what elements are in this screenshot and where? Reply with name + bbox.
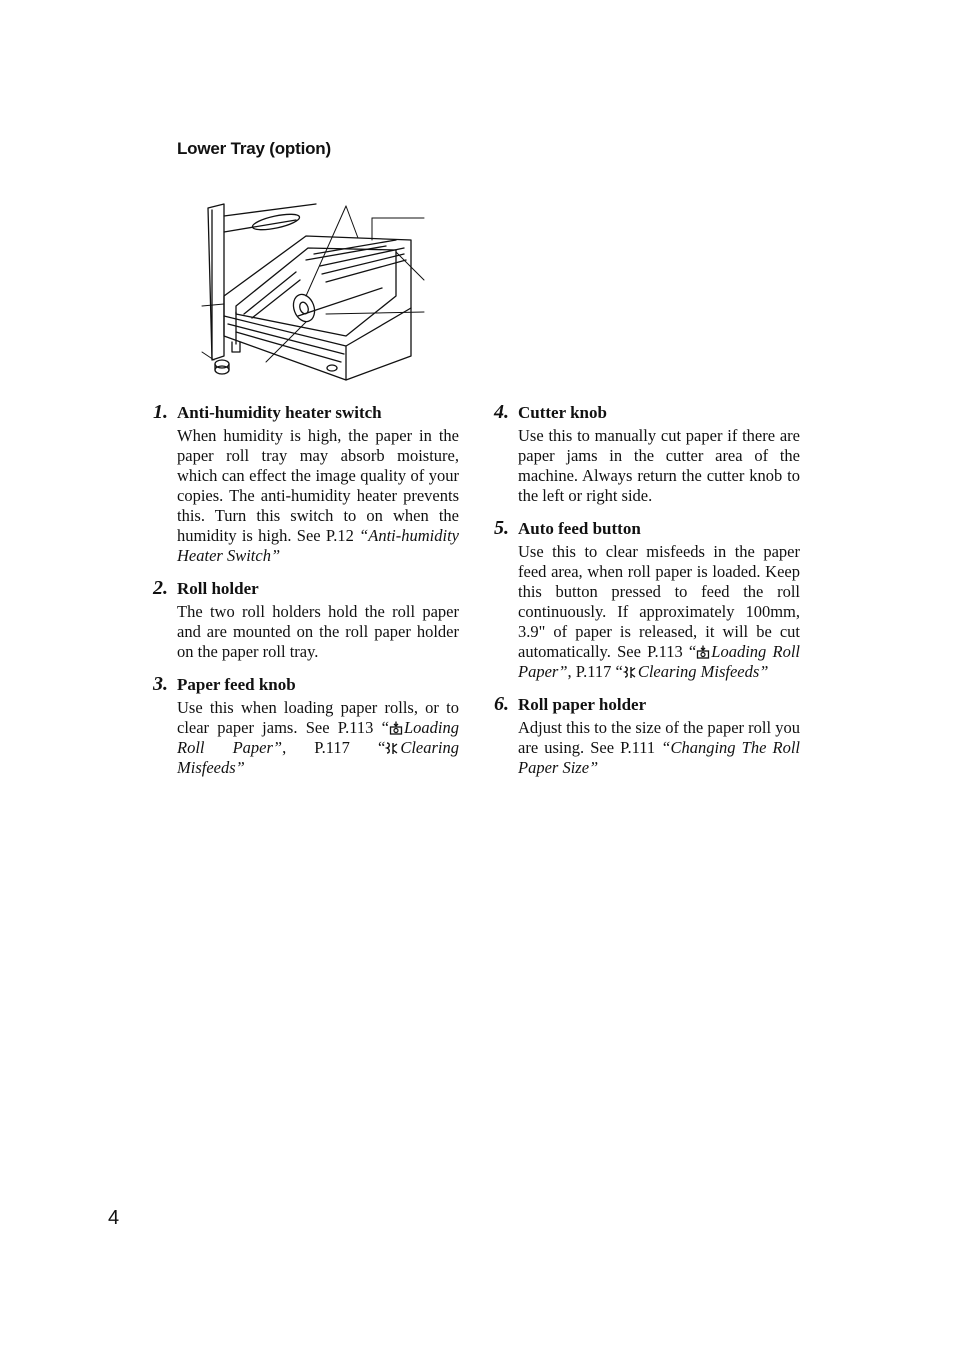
item-title: Roll holder (177, 579, 259, 598)
cross-reference-link[interactable]: Loading Roll Paper” (518, 642, 800, 681)
item-number: 4. (494, 401, 509, 423)
item-description: Use this to clear misfeeds in the paper feed area, when roll paper is loaded. Keep this button pressed to feed the roll continuously. If approximately 100mm, 3.9" of paper is released, it will be cut automatically. See P.113 “ Loading Roll Paper”, P.117 “ Clearing Misfeeds” (518, 542, 800, 681)
item-paper-feed-knob (150, 672, 459, 778)
cross-reference-link[interactable]: “Anti-humidity Heater Switch” (177, 526, 459, 565)
paper-loading-icon (389, 721, 403, 735)
cross-reference-link[interactable]: Loading Roll Paper” (177, 718, 459, 757)
item-number: 2. (153, 577, 168, 599)
paper-loading-icon (696, 645, 710, 659)
item-number: 6. (494, 693, 509, 715)
page-number: 4 (108, 1207, 120, 1229)
item-title: Auto feed button (518, 519, 641, 538)
item-number: 5. (494, 517, 509, 539)
item-title: Cutter knob (518, 403, 607, 422)
misfeed-icon (385, 741, 399, 755)
misfeed-icon (623, 665, 637, 679)
cross-reference-link[interactable]: Clearing Misfeeds” (637, 662, 769, 681)
section-heading: Lower Tray (option) (177, 139, 331, 158)
item-anti-humidity-switch (150, 400, 459, 566)
lower-tray-illustration (196, 196, 430, 384)
item-title: Anti-humidity heater switch (177, 403, 382, 422)
cross-reference-link[interactable]: Clearing Misfeeds” (177, 738, 460, 777)
item-title: Paper feed knob (177, 675, 296, 694)
item-description: Use this when loading paper rolls, or to clear paper jams. See P.113 “ Loading Roll Paper”, P.117 “ Clearing Misfeeds” (177, 698, 460, 777)
item-auto-feed-button (491, 516, 800, 682)
item-description: The two roll holders hold the roll paper and are mounted on the roll paper holder on the paper roll tray. (177, 602, 459, 661)
item-number: 3. (153, 673, 168, 695)
right-column (491, 400, 800, 788)
item-description: Use this to manually cut paper if there are paper jams in the cutter area of the machine. Always return the cutter knob to the left or right side. (518, 426, 800, 505)
item-description: When humidity is high, the paper in the paper roll tray may absorb moisture, which can effect the image quality of your copies. The anti-humidity heater prevents this. Turn this switch to on when the humidity is high. See P.12 “Anti-humidity Heater Switch” (177, 426, 459, 565)
item-roll-holder (150, 576, 459, 662)
item-title: Roll paper holder (518, 695, 647, 714)
item-description: Adjust this to the size of the paper roll you are using. See P.111 “Changing The Roll Paper Size” (518, 718, 801, 777)
item-roll-paper-holder (491, 692, 800, 778)
cross-reference-link[interactable]: “Changing The Roll Paper Size” (518, 738, 801, 777)
item-number: 1. (153, 401, 168, 423)
left-column (150, 400, 459, 788)
item-cutter-knob (491, 400, 800, 506)
